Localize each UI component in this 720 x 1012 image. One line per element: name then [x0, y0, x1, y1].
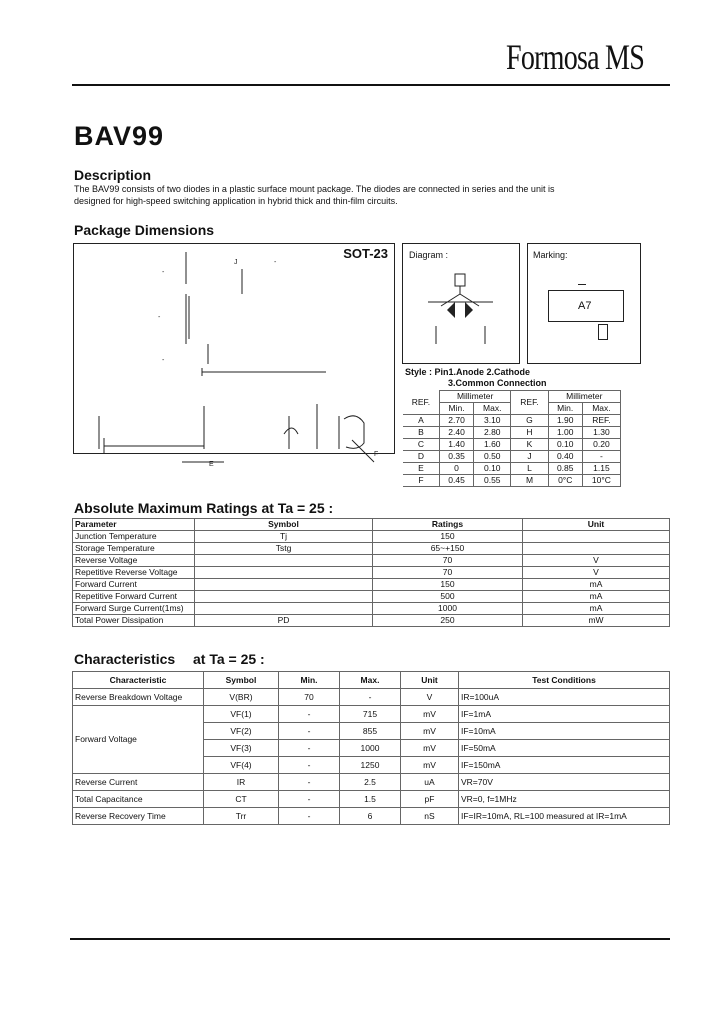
ratings-parameter: Reverse Voltage	[73, 555, 195, 567]
dim-ref: C	[403, 439, 439, 451]
dim-ref-right: K	[511, 439, 548, 451]
marking-pin-bottom	[598, 324, 608, 340]
char-header-symbol: Symbol	[204, 672, 279, 689]
ratings-row	[73, 591, 670, 603]
char-unit: V	[401, 689, 459, 706]
ratings-symbol	[195, 555, 373, 567]
char-test-condition: IF=1mA	[459, 706, 670, 723]
dim-max-right: 10°C	[582, 475, 620, 487]
char-characteristic: Reverse Current	[73, 774, 204, 791]
ratings-value: 150	[373, 579, 523, 591]
ratings-header-unit: Unit	[523, 519, 670, 531]
ratings-header-parameter: Parameter	[73, 519, 195, 531]
dim-max-header: Max.	[474, 403, 511, 415]
char-test-condition: VR=0, f=1MHz	[459, 791, 670, 808]
dim-ref: B	[403, 427, 439, 439]
char-max: 715	[340, 706, 401, 723]
marking-code: A7	[578, 300, 592, 312]
char-test-condition: IR=100uA	[459, 689, 670, 706]
char-characteristic: Reverse Breakdown Voltage	[73, 689, 204, 706]
ratings-row	[73, 579, 670, 591]
char-symbol: VF(4)	[204, 757, 279, 774]
dim-min: 0.35	[439, 451, 473, 463]
dim-ref-right: G	[511, 415, 548, 427]
dimension-row	[403, 439, 621, 451]
dim-max: 3.10	[474, 415, 511, 427]
ratings-value: 150	[373, 531, 523, 543]
characteristics-heading-suffix: at Ta = 25 :	[193, 651, 265, 667]
dim-ref: D	[403, 451, 439, 463]
dim-min: 2.70	[439, 415, 473, 427]
dim-min-header-right: Min.	[548, 403, 582, 415]
char-unit: pF	[401, 791, 459, 808]
dimension-row	[403, 451, 621, 463]
ratings-symbol: Tstg	[195, 543, 373, 555]
char-header-unit: Unit	[401, 672, 459, 689]
char-symbol: VF(3)	[204, 740, 279, 757]
dim-max-right: 0.20	[582, 439, 620, 451]
dimension-row	[403, 415, 621, 427]
ratings-row	[73, 531, 670, 543]
dim-min: 0	[439, 463, 473, 475]
char-symbol: V(BR)	[204, 689, 279, 706]
dim-max-right: 1.30	[582, 427, 620, 439]
brand-logo: Formosa MS	[506, 37, 645, 77]
char-row	[73, 774, 670, 791]
char-test-condition: IF=150mA	[459, 757, 670, 774]
dim-ref-right: H	[511, 427, 548, 439]
char-test-condition: IF=10mA	[459, 723, 670, 740]
part-number-title: BAV99	[74, 121, 165, 151]
char-min: -	[279, 757, 340, 774]
dim-min-header: Min.	[439, 403, 473, 415]
dim-mm-header-right: Millimeter	[548, 391, 620, 403]
char-row	[73, 689, 670, 706]
dim-min-right: 0.10	[548, 439, 582, 451]
dimension-row	[403, 427, 621, 439]
ratings-value: 70	[373, 555, 523, 567]
dim-ref-header-right: REF.	[511, 391, 548, 415]
char-min: 70	[279, 689, 340, 706]
char-min: -	[279, 774, 340, 791]
char-characteristic: Reverse Recovery Time	[73, 808, 204, 825]
char-unit: mV	[401, 723, 459, 740]
ratings-parameter: Repetitive Forward Current	[73, 591, 195, 603]
char-unit: mV	[401, 757, 459, 774]
style-line-2: 3.Common Connection	[448, 378, 547, 388]
char-unit: mV	[401, 740, 459, 757]
dimension-row	[403, 475, 621, 487]
svg-text:-: -	[274, 259, 277, 266]
char-header-max: Max.	[340, 672, 401, 689]
dim-max-right: 1.15	[582, 463, 620, 475]
char-symbol: CT	[204, 791, 279, 808]
diagram-box	[402, 243, 520, 364]
dim-ref-header: REF.	[403, 391, 439, 415]
ratings-symbol: PD	[195, 615, 373, 627]
svg-text:-: -	[162, 269, 165, 276]
char-max: 1000	[340, 740, 401, 757]
dimension-table	[403, 390, 621, 487]
dim-ref-right: L	[511, 463, 548, 475]
ratings-unit: V	[523, 567, 670, 579]
dim-min: 2.40	[439, 427, 473, 439]
ratings-value: 250	[373, 615, 523, 627]
ratings-parameter: Junction Temperature	[73, 531, 195, 543]
description-line-2: designed for high-speed switching application in hybrid thick and thin-film circuits.	[74, 196, 398, 206]
ratings-parameter: Storage Temperature	[73, 543, 195, 555]
dim-max-right: -	[582, 451, 620, 463]
dim-ref: A	[403, 415, 439, 427]
dim-ref-right: M	[511, 475, 548, 487]
ratings-symbol	[195, 579, 373, 591]
ratings-rows	[73, 531, 670, 627]
ratings-row	[73, 615, 670, 627]
ratings-value: 70	[373, 567, 523, 579]
ratings-unit: V	[523, 555, 670, 567]
dim-max-header-right: Max.	[582, 403, 620, 415]
ratings-symbol	[195, 603, 373, 615]
char-unit: nS	[401, 808, 459, 825]
package-outline-svg	[74, 244, 394, 468]
ratings-unit	[523, 531, 670, 543]
ratings-value: 65~+150	[373, 543, 523, 555]
ratings-table	[72, 518, 670, 627]
ratings-header-symbol: Symbol	[195, 519, 373, 531]
char-max: -	[340, 689, 401, 706]
char-max: 1250	[340, 757, 401, 774]
char-test-condition: VR=70V	[459, 774, 670, 791]
char-row	[73, 808, 670, 825]
header-divider	[72, 84, 670, 86]
char-header-min: Min.	[279, 672, 340, 689]
ratings-symbol	[195, 567, 373, 579]
dim-min: 0.45	[439, 475, 473, 487]
dim-ref: E	[403, 463, 439, 475]
char-row	[73, 791, 670, 808]
description-line-1: The BAV99 consists of two diodes in a plastic surface mount package. The diodes are connected in series and the unit is	[74, 184, 555, 194]
ratings-parameter: Total Power Dissipation	[73, 615, 195, 627]
characteristics-heading: Characteristics	[74, 651, 176, 667]
ratings-row	[73, 543, 670, 555]
diagram-label: Diagram :	[409, 250, 449, 260]
ratings-parameter: Forward Surge Current(1ms)	[73, 603, 195, 615]
char-unit: mV	[401, 706, 459, 723]
package-name: SOT-23	[343, 246, 388, 261]
marking-box	[527, 243, 641, 364]
char-max: 2.5	[340, 774, 401, 791]
char-symbol: VF(2)	[204, 723, 279, 740]
svg-text:J: J	[234, 259, 238, 266]
svg-text:E: E	[209, 461, 214, 468]
dim-min: 1.40	[439, 439, 473, 451]
dim-ref-right: J	[511, 451, 548, 463]
diode-schematic-svg	[403, 244, 519, 363]
ratings-unit: mA	[523, 603, 670, 615]
characteristics-table	[72, 671, 670, 825]
dim-min-right: 0.40	[548, 451, 582, 463]
dimension-row	[403, 463, 621, 475]
char-test-condition: IF=IR=10mA, RL=100 measured at IR=1mA	[459, 808, 670, 825]
dim-ref: F	[403, 475, 439, 487]
ratings-symbol: Tj	[195, 531, 373, 543]
package-heading: Package Dimensions	[74, 222, 215, 238]
char-min: -	[279, 706, 340, 723]
style-line-1: Style : Pin1.Anode 2.Cathode	[405, 367, 531, 377]
footer-divider	[70, 938, 670, 940]
char-unit: uA	[401, 774, 459, 791]
char-min: -	[279, 740, 340, 757]
svg-text:-: -	[158, 314, 161, 321]
ratings-symbol	[195, 591, 373, 603]
char-header-test-conditions: Test Conditions	[459, 672, 670, 689]
dim-max: 0.10	[474, 463, 511, 475]
ratings-row	[73, 555, 670, 567]
ratings-value: 1000	[373, 603, 523, 615]
char-characteristic: Total Capacitance	[73, 791, 204, 808]
char-test-condition: IF=50mA	[459, 740, 670, 757]
package-outline-drawing	[73, 243, 395, 468]
svg-text:-: -	[162, 357, 165, 364]
dimension-rows	[403, 415, 621, 487]
marking-pin-top	[578, 284, 586, 285]
dim-min-right: 1.90	[548, 415, 582, 427]
svg-text:F: F	[374, 451, 379, 458]
dim-min-right: 0°C	[548, 475, 582, 487]
char-max: 855	[340, 723, 401, 740]
char-min: -	[279, 723, 340, 740]
dim-min-right: 1.00	[548, 427, 582, 439]
dim-max-right: REF.	[582, 415, 620, 427]
description-heading: Description	[74, 167, 152, 183]
dim-max: 1.60	[474, 439, 511, 451]
ratings-row	[73, 603, 670, 615]
dim-max: 0.55	[474, 475, 511, 487]
ratings-unit	[523, 543, 670, 555]
dim-max: 2.80	[474, 427, 511, 439]
dim-min-right: 0.85	[548, 463, 582, 475]
ratings-header-ratings: Ratings	[373, 519, 523, 531]
char-min: -	[279, 791, 340, 808]
ratings-unit: mW	[523, 615, 670, 627]
dim-max: 0.50	[474, 451, 511, 463]
char-min: -	[279, 808, 340, 825]
ratings-unit: mA	[523, 579, 670, 591]
ratings-unit: mA	[523, 591, 670, 603]
char-max: 6	[340, 808, 401, 825]
char-max: 1.5	[340, 791, 401, 808]
ratings-parameter: Repetitive Reverse Voltage	[73, 567, 195, 579]
char-header-characteristic: Characteristic	[73, 672, 204, 689]
ratings-heading: Absolute Maximum Ratings at Ta = 25 :	[74, 500, 334, 516]
char-characteristic: Forward Voltage	[73, 706, 204, 774]
characteristics-rows	[73, 689, 670, 825]
char-row	[73, 706, 670, 723]
ratings-value: 500	[373, 591, 523, 603]
char-symbol: IR	[204, 774, 279, 791]
ratings-parameter: Forward Current	[73, 579, 195, 591]
char-symbol: VF(1)	[204, 706, 279, 723]
marking-label: Marking:	[533, 250, 568, 260]
ratings-row	[73, 567, 670, 579]
char-symbol: Trr	[204, 808, 279, 825]
dim-mm-header: Millimeter	[439, 391, 510, 403]
